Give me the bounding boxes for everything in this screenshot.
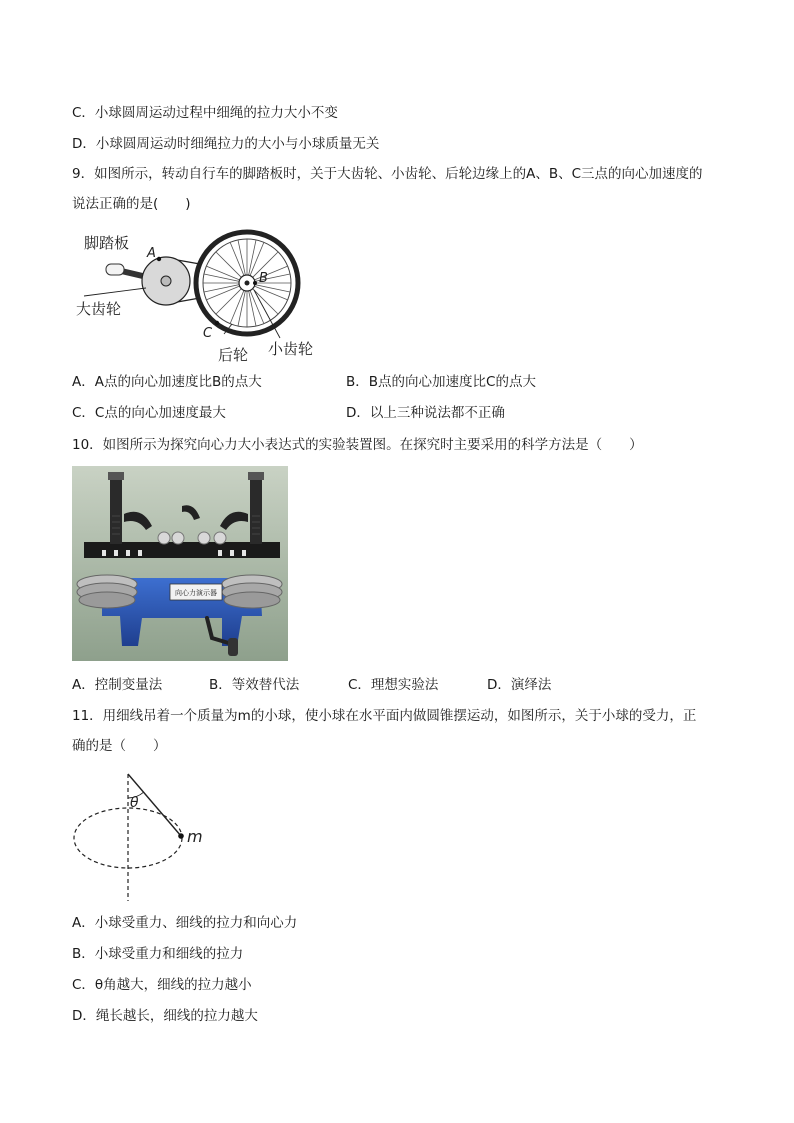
device-name-plate: 向心力演示器	[175, 589, 217, 597]
q9-option-b: B．B点的向心加速度比C的点大	[346, 374, 536, 390]
q9-option-d: D．以上三种说法都不正确	[346, 405, 505, 421]
centripetal-device-photo	[72, 466, 288, 661]
conical-pendulum-diagram	[72, 770, 222, 905]
q10-option-d: D．演绎法	[487, 677, 552, 693]
device-illustration	[72, 466, 288, 661]
label-mass: m	[187, 827, 203, 846]
q10-option-b: B．等效替代法	[209, 677, 300, 693]
q10-option-c: C．理想实验法	[348, 677, 439, 693]
q11-option-d: D．绳长越长，细线的拉力越大	[72, 1008, 258, 1024]
q11-stem-line2: 确的是（ ）	[72, 738, 167, 754]
label-big-gear: 大齿轮	[76, 300, 122, 318]
q11-stem-line1: 11．用细线吊着一个质量为m的小球，使小球在水平面内做圆锥摆运动，如图所示，关于小球的受力，正	[72, 708, 697, 724]
conical-pendulum-figure	[72, 770, 222, 905]
q11-option-a: A．小球受重力、细线的拉力和向心力	[72, 915, 298, 931]
q10-stem: 10．如图所示为探究向心力大小表达式的实验装置图。在探究时主要采用的科学方法是（ ）	[72, 437, 643, 453]
bicycle-diagram	[72, 226, 332, 366]
q8-option-d: D．小球圆周运动时细绳拉力的大小与小球质量无关	[72, 136, 380, 152]
label-point-a: A	[147, 246, 156, 261]
label-point-c: C	[203, 326, 213, 341]
label-rear-wheel: 后轮	[218, 346, 249, 364]
q9-stem-line2: 说法正确的是( )	[72, 196, 191, 212]
q11-option-b: B．小球受重力和细线的拉力	[72, 946, 244, 962]
q11-option-c: C．θ角越大，细线的拉力越小	[72, 977, 252, 993]
label-pedal: 脚踏板	[84, 234, 130, 252]
label-point-b: B	[259, 271, 268, 286]
q9-option-c: C．C点的向心加速度最大	[72, 405, 226, 421]
q9-stem-line1: 9．如图所示，转动自行车的脚踏板时，关于大齿轮、小齿轮、后轮边缘上的A、B、C三点的向心加速度的	[72, 166, 703, 182]
label-theta: θ	[130, 795, 139, 811]
q8-option-c: C．小球圆周运动过程中细绳的拉力大小不变	[72, 105, 338, 121]
q9-option-a: A．A点的向心加速度比B的点大	[72, 374, 262, 390]
q10-option-a: A．控制变量法	[72, 677, 163, 693]
label-small-gear: 小齿轮	[268, 340, 314, 358]
bicycle-figure	[72, 226, 332, 366]
